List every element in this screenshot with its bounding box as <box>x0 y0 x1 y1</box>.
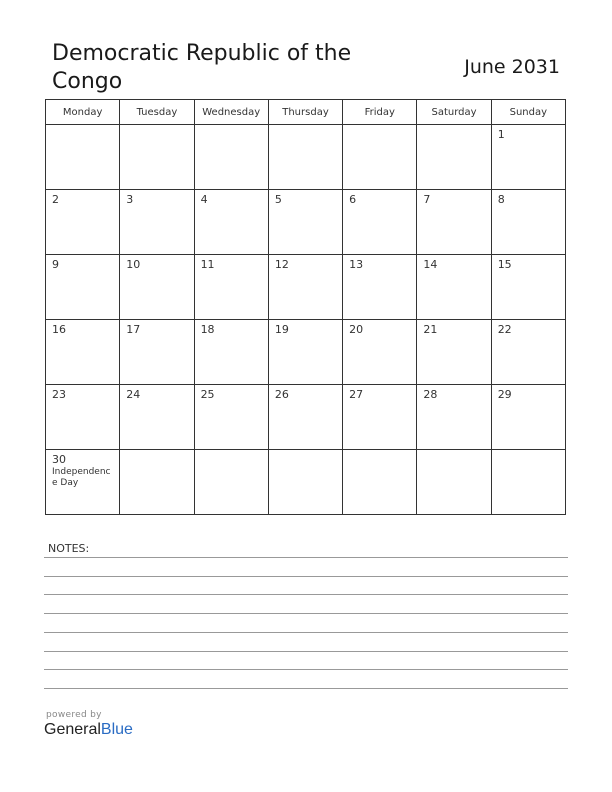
weekday-sunday: Sunday <box>491 100 565 125</box>
day-number <box>195 450 268 453</box>
day-number: 2 <box>52 193 59 206</box>
day-number: 15 <box>497 258 512 271</box>
day-number <box>269 450 342 453</box>
week-row <box>46 385 566 450</box>
day-cell <box>46 125 120 190</box>
brand-blue: Blue <box>100 721 133 738</box>
day-cell <box>491 125 565 190</box>
day-number <box>195 125 268 128</box>
day-cell <box>417 125 491 190</box>
day-number: 21 <box>423 323 438 336</box>
weekday-thursday: Thursday <box>268 100 342 125</box>
notes-label: NOTES: <box>48 542 90 555</box>
note-line <box>44 651 568 652</box>
day-number: 9 <box>52 258 59 271</box>
day-cell <box>343 125 417 190</box>
day-cell <box>491 450 565 515</box>
holiday-label: Independence Day <box>52 467 111 488</box>
day-number <box>492 450 565 453</box>
day-cell <box>343 255 417 320</box>
day-cell <box>491 255 565 320</box>
day-cell <box>491 190 565 255</box>
day-cell <box>194 190 268 255</box>
generalblue-logo[interactable] <box>44 721 133 739</box>
day-number: 6 <box>349 193 357 206</box>
day-number: 20 <box>349 323 364 336</box>
day-cell <box>268 125 342 190</box>
powered-by-text: powered by <box>46 710 102 720</box>
day-number: 28 <box>423 388 438 401</box>
day-cell <box>343 385 417 450</box>
day-cell <box>120 125 194 190</box>
day-cell <box>46 255 120 320</box>
day-cell <box>417 320 491 385</box>
week-row <box>46 255 566 320</box>
day-number: 5 <box>274 193 282 206</box>
day-number: 11 <box>200 258 215 271</box>
day-cell <box>46 190 120 255</box>
note-line <box>44 576 568 577</box>
day-number: 17 <box>126 323 141 336</box>
day-cell <box>194 255 268 320</box>
weekday-header-row <box>46 100 566 125</box>
note-line <box>44 669 568 670</box>
day-number: 14 <box>423 258 438 271</box>
day-number: 3 <box>126 193 134 206</box>
calendar-title: Democratic Republic of the Congo <box>52 41 352 94</box>
day-cell <box>268 320 342 385</box>
day-number: 29 <box>497 388 512 401</box>
day-cell <box>46 450 120 515</box>
weekday-tuesday: Tuesday <box>120 100 194 125</box>
week-row <box>46 190 566 255</box>
day-cell <box>343 320 417 385</box>
day-cell <box>120 190 194 255</box>
week-row <box>46 125 566 190</box>
brand-general: General <box>44 721 101 738</box>
day-cell <box>491 385 565 450</box>
week-row <box>46 320 566 385</box>
day-cell <box>46 385 120 450</box>
day-cell <box>120 320 194 385</box>
note-line <box>44 613 568 614</box>
day-number <box>120 125 193 128</box>
day-cell <box>120 450 194 515</box>
day-cell <box>417 450 491 515</box>
weekday-monday: Monday <box>46 100 120 125</box>
day-cell <box>268 385 342 450</box>
day-cell <box>120 385 194 450</box>
note-line <box>44 594 568 595</box>
day-cell <box>194 125 268 190</box>
day-cell <box>268 450 342 515</box>
day-cell <box>46 320 120 385</box>
week-row <box>46 450 566 515</box>
day-cell <box>120 255 194 320</box>
calendar-grid <box>45 99 566 515</box>
day-number: 25 <box>200 388 215 401</box>
day-number: 26 <box>274 388 289 401</box>
day-number <box>417 125 490 128</box>
day-cell <box>343 450 417 515</box>
day-cell <box>268 190 342 255</box>
day-cell <box>343 190 417 255</box>
day-number: 4 <box>200 193 208 206</box>
day-number <box>343 125 416 128</box>
day-number: 22 <box>497 323 512 336</box>
day-cell <box>417 255 491 320</box>
note-line <box>44 632 568 633</box>
day-number <box>269 125 342 128</box>
weekday-friday: Friday <box>343 100 417 125</box>
day-number: 7 <box>423 193 431 206</box>
day-number: 19 <box>274 323 289 336</box>
day-number: 16 <box>52 323 66 336</box>
day-cell <box>194 450 268 515</box>
day-number: 10 <box>126 258 141 271</box>
day-number: 13 <box>349 258 364 271</box>
day-number <box>46 125 119 128</box>
day-number <box>343 450 416 453</box>
note-line <box>44 557 568 558</box>
day-number: 23 <box>52 388 66 401</box>
day-cell <box>194 385 268 450</box>
day-cell <box>417 190 491 255</box>
day-cell <box>417 385 491 450</box>
day-number <box>120 450 193 453</box>
day-number: 12 <box>274 258 289 271</box>
day-cell <box>268 255 342 320</box>
day-number: 8 <box>497 193 505 206</box>
day-number <box>417 450 490 453</box>
day-number: 18 <box>200 323 215 336</box>
weekday-wednesday: Wednesday <box>194 100 268 125</box>
weekday-saturday: Saturday <box>417 100 491 125</box>
note-line <box>44 688 568 689</box>
day-cell <box>491 320 565 385</box>
day-cell <box>194 320 268 385</box>
day-number: 24 <box>126 388 141 401</box>
calendar-month: June 2031 <box>464 56 560 78</box>
day-number: 1 <box>497 128 505 141</box>
day-number: 30 <box>52 453 66 466</box>
day-number: 27 <box>349 388 364 401</box>
